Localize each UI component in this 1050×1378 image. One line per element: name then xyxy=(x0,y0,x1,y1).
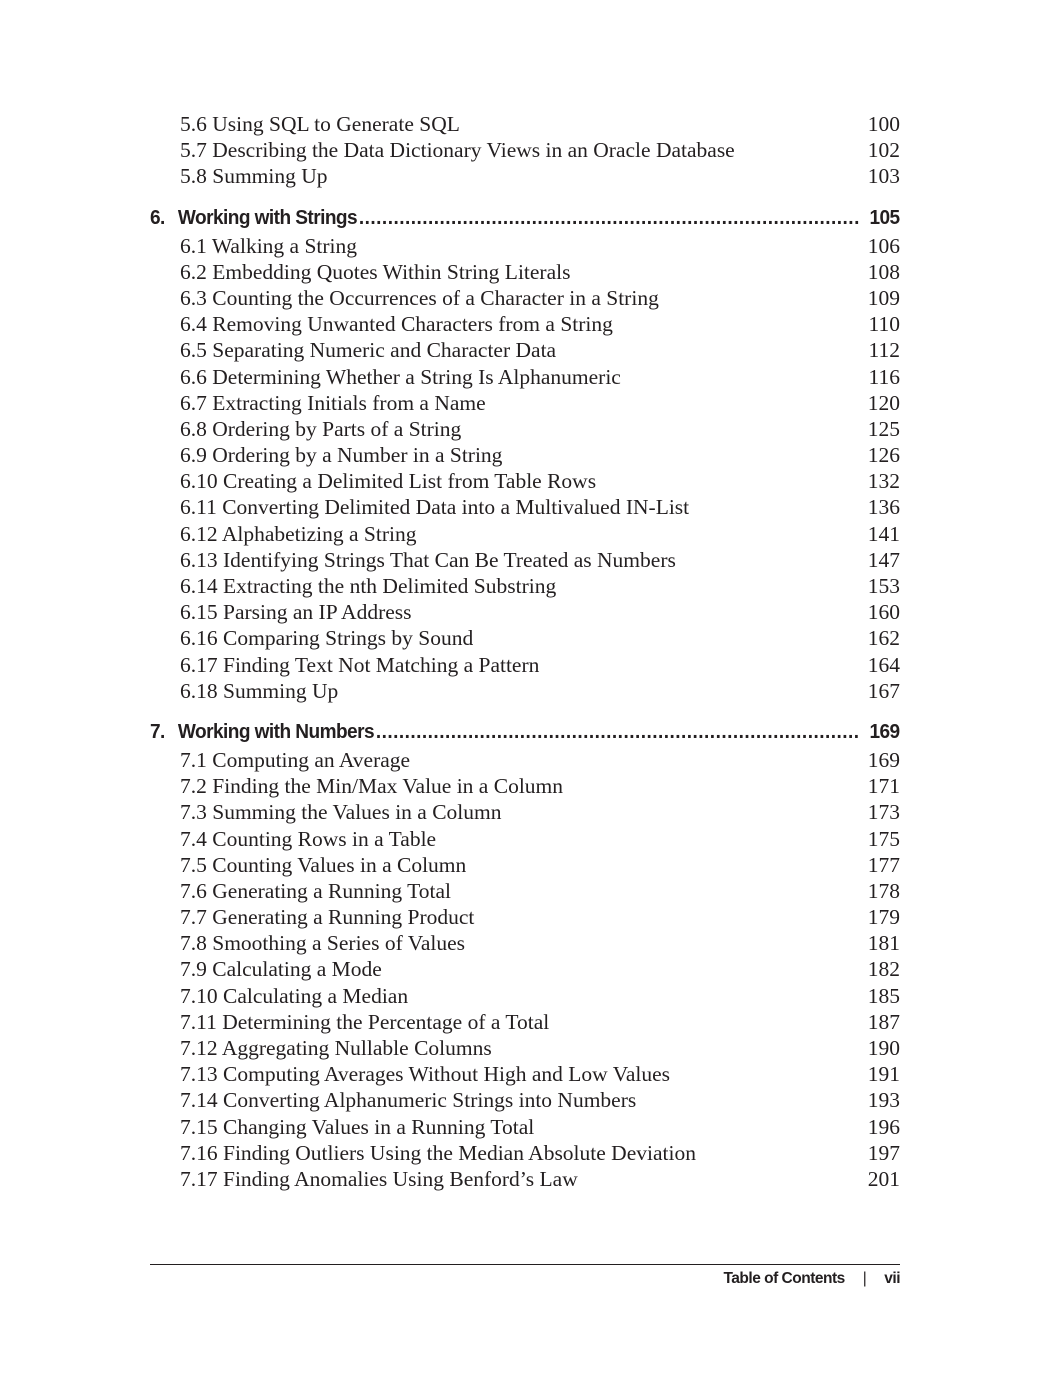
toc-entry[interactable] xyxy=(150,1035,900,1061)
toc-entry-title: 6.2 Embedding Quotes Within String Literals xyxy=(180,259,571,284)
toc-entry-page: 171 xyxy=(867,774,900,799)
toc-entry-title: 7.14 Converting Alphanumeric Strings into Numbers xyxy=(180,1088,637,1113)
toc-entry-title: 6.18 Summing Up xyxy=(180,678,339,703)
toc-entry[interactable] xyxy=(150,904,900,930)
toc-entry-title: 6.11 Converting Delimited Data into a Multivalued IN-List xyxy=(180,495,690,520)
toc-entry-page: 103 xyxy=(867,164,900,189)
toc-entry-title: 7.17 Finding Anomalies Using Benford’s Law xyxy=(180,1166,578,1191)
footer-rule xyxy=(150,1264,900,1265)
toc-entry-title: 7.1 Computing an Average xyxy=(180,747,411,772)
footer-section-title: Table of Contents xyxy=(723,1270,845,1287)
toc-entry[interactable] xyxy=(150,1061,900,1087)
chapter-7-entries xyxy=(150,747,900,1192)
toc-entry-title: 7.15 Changing Values in a Running Total xyxy=(180,1114,535,1139)
toc-entry[interactable] xyxy=(150,956,900,982)
toc-entry-title: 6.15 Parsing an IP Address xyxy=(180,600,412,625)
dot-leader xyxy=(376,717,860,747)
toc-entry-page: 153 xyxy=(867,574,900,598)
toc-entry-page: 141 xyxy=(867,521,900,546)
toc-entry-title: 7.3 Summing the Values in a Column xyxy=(180,800,502,825)
toc-entry-title: 7.7 Generating a Running Product xyxy=(180,905,475,930)
toc-entry-page: 162 xyxy=(867,626,900,651)
toc-entry[interactable] xyxy=(150,494,900,520)
toc-entry-title: 6.14 Extracting the nth Delimited Substring xyxy=(180,574,557,598)
toc-entry[interactable] xyxy=(150,799,900,825)
toc-entry-page: 126 xyxy=(867,443,900,468)
toc-entry-title: 6.12 Alphabetizing a String xyxy=(180,521,417,546)
toc-entry[interactable] xyxy=(150,773,900,799)
toc-entry[interactable] xyxy=(150,930,900,956)
toc-entry-title: 6.6 Determining Whether a String Is Alphanumeric xyxy=(180,364,621,389)
toc-entry[interactable] xyxy=(150,878,900,904)
toc-entry-page: 120 xyxy=(867,390,900,415)
toc-entry[interactable] xyxy=(150,573,900,599)
toc-entry-title: 6.3 Counting the Occurrences of a Character in a String xyxy=(180,285,659,310)
toc-entry-page: 187 xyxy=(867,1009,900,1034)
toc-entry-title: 6.9 Ordering by a Number in a String xyxy=(180,443,503,468)
dot-leader xyxy=(359,203,860,233)
toc-entry[interactable] xyxy=(150,625,900,651)
toc-entry[interactable] xyxy=(150,1140,900,1166)
toc-entry[interactable] xyxy=(150,678,900,704)
toc-entry[interactable] xyxy=(150,747,900,773)
toc-entry[interactable] xyxy=(150,521,900,547)
toc-entry[interactable] xyxy=(150,416,900,442)
toc-entry-page: 106 xyxy=(867,233,900,258)
toc-entry-title: 7.5 Counting Values in a Column xyxy=(180,852,467,877)
toc-entry-title: 7.2 Finding the Min/Max Value in a Column xyxy=(180,774,564,799)
toc-entry-page: 201 xyxy=(867,1166,900,1191)
toc-entry-title: 7.8 Smoothing a Series of Values xyxy=(180,931,466,956)
toc-entry[interactable] xyxy=(150,259,900,285)
toc-entry-page: 182 xyxy=(867,957,900,982)
toc-entry-page: 160 xyxy=(867,600,900,625)
toc-entry-title: 5.7 Describing the Data Dictionary Views in an Oracle Database xyxy=(180,138,735,163)
toc-entry[interactable] xyxy=(150,1087,900,1113)
toc-entry[interactable] xyxy=(150,468,900,494)
toc-entry-title: 7.12 Aggregating Nullable Columns xyxy=(180,1036,492,1060)
toc-entry-title: 6.1 Walking a String xyxy=(180,233,358,258)
toc-entry-page: 185 xyxy=(867,983,900,1008)
chapter-heading-7[interactable] xyxy=(150,717,900,747)
toc-entry-title: 6.8 Ordering by Parts of a String xyxy=(180,416,462,441)
page-footer xyxy=(723,1270,900,1288)
section-5-entries xyxy=(150,111,900,190)
toc-entry-title: 7.16 Finding Outliers Using the Median Absolute Deviation xyxy=(180,1140,696,1165)
toc-entry-title: 6.16 Comparing Strings by Sound xyxy=(180,626,474,651)
toc-entry-page: 108 xyxy=(867,259,900,284)
toc-entry-page: 196 xyxy=(867,1114,900,1139)
chapter-heading-6[interactable] xyxy=(150,203,900,233)
toc-entry-page: 175 xyxy=(867,826,900,851)
toc-entry[interactable] xyxy=(150,826,900,852)
toc-entry-page: 177 xyxy=(867,852,900,877)
toc-entry-page: 197 xyxy=(867,1140,900,1165)
toc-entry[interactable] xyxy=(150,1114,900,1140)
toc-entry[interactable] xyxy=(150,1166,900,1192)
toc-entry-title: 6.10 Creating a Delimited List from Table Rows xyxy=(180,469,597,494)
toc-entry-title: 7.11 Determining the Percentage of a Total xyxy=(180,1009,550,1034)
toc-entry-title: 6.17 Finding Text Not Matching a Pattern xyxy=(180,652,540,677)
table-of-contents xyxy=(150,111,900,1192)
toc-entry[interactable] xyxy=(150,337,900,363)
footer-page-number: vii xyxy=(884,1270,900,1287)
toc-entry-title: 5.8 Summing Up xyxy=(180,164,328,189)
chapter-title: Working with Strings xyxy=(177,205,358,229)
toc-entry[interactable] xyxy=(150,233,900,259)
toc-entry[interactable] xyxy=(150,1009,900,1035)
toc-entry-title: 7.6 Generating a Running Total xyxy=(180,878,451,903)
toc-entry-page: 167 xyxy=(867,678,900,703)
toc-entry-page: 112 xyxy=(868,338,900,363)
toc-entry-title: 6.4 Removing Unwanted Characters from a String xyxy=(180,312,613,337)
toc-entry-title: 6.7 Extracting Initials from a Name xyxy=(180,390,486,415)
toc-entry-title: 7.4 Counting Rows in a Table xyxy=(180,826,437,851)
toc-entry-page: 109 xyxy=(867,285,900,310)
toc-entry[interactable] xyxy=(150,983,900,1009)
toc-entry[interactable] xyxy=(150,547,900,573)
toc-entry[interactable] xyxy=(150,852,900,878)
toc-entry-page: 102 xyxy=(867,138,900,163)
toc-entry-page: 190 xyxy=(867,1036,900,1060)
toc-entry-page: 179 xyxy=(867,905,900,930)
toc-entry-page: 132 xyxy=(867,469,900,494)
toc-entry[interactable] xyxy=(150,390,900,416)
toc-entry-title: 7.10 Calculating a Median xyxy=(180,983,409,1008)
toc-entry[interactable] xyxy=(150,599,900,625)
toc-entry-page: 125 xyxy=(867,416,900,441)
toc-entry[interactable] xyxy=(150,111,900,137)
toc-entry-title: 5.6 Using SQL to Generate SQL xyxy=(180,112,460,136)
chapter-number: 6. xyxy=(150,205,165,229)
toc-entry[interactable] xyxy=(150,285,900,311)
toc-entry-page: 116 xyxy=(868,364,900,389)
toc-entry-page: 178 xyxy=(867,878,900,903)
toc-entry[interactable] xyxy=(150,442,900,468)
toc-entry-page: 191 xyxy=(867,1062,900,1087)
toc-entry[interactable] xyxy=(150,137,900,163)
toc-entry-page: 136 xyxy=(867,495,900,520)
toc-entry-page: 169 xyxy=(867,747,900,772)
toc-entry-page: 147 xyxy=(867,547,900,572)
toc-entry-page: 110 xyxy=(868,312,900,337)
toc-entry[interactable] xyxy=(150,311,900,337)
toc-entry-page: 164 xyxy=(867,652,900,677)
toc-entry-page: 173 xyxy=(867,800,900,825)
footer-separator: | xyxy=(862,1270,867,1287)
toc-entry[interactable] xyxy=(150,652,900,678)
toc-entry-page: 193 xyxy=(867,1088,900,1113)
chapter-page: 169 xyxy=(869,719,900,743)
toc-entry-title: 6.13 Identifying Strings That Can Be Treated as Numbers xyxy=(180,547,676,572)
chapter-number: 7. xyxy=(150,719,165,743)
chapter-title: Working with Numbers xyxy=(177,719,374,743)
toc-entry-title: 7.13 Computing Averages Without High and Low Values xyxy=(180,1062,671,1087)
toc-entry-page: 181 xyxy=(867,931,900,956)
toc-entry[interactable] xyxy=(150,364,900,390)
toc-entry-title: 7.9 Calculating a Mode xyxy=(180,957,382,982)
toc-entry[interactable] xyxy=(150,163,900,189)
toc-entry-page: 100 xyxy=(867,112,900,136)
chapter-6-entries xyxy=(150,233,900,704)
toc-entry-title: 6.5 Separating Numeric and Character Data xyxy=(180,338,557,363)
chapter-page: 105 xyxy=(869,205,900,229)
